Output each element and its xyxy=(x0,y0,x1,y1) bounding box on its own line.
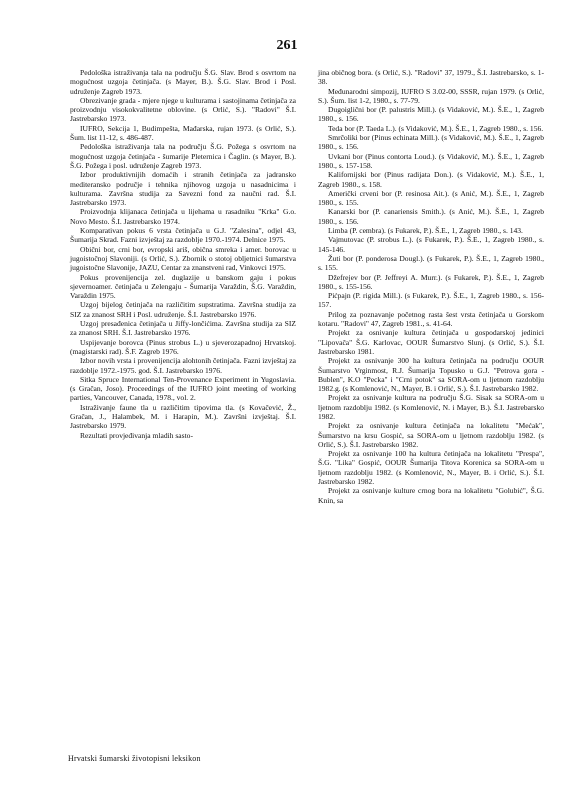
bibliography-entry: jina običnog bora. (s Orlić, S.). "Radovi" 37, 1979., Š.I. Jastrebarsko, s. 1-38. xyxy=(318,68,544,87)
bibliography-entry: Izbor novih vrsta i provenijencija alohtonih četinjača. Fazni izvještaj za razdoblje 1972.-1975. god. Š.I. Jastrebarsko 1976. xyxy=(70,356,296,375)
bibliography-entry: Pokus provenijencija zel. duglazije u banskom gaju i pokus sjevernoamer. četinjača u Zelengaju - Šumarija Varaždin, Š.G. Varaždin, Varaždin 1975. xyxy=(70,272,296,301)
bibliography-entry: Pedološka istraživanja tala na području Š.G. Požega s osvrtom na mogućnost uzgoja četinjača - šumarije Pleternica i Čaglin. (s Mayer, B.). Š.G. Požega i posl. udruženje Zagreb 1973. xyxy=(70,142,296,170)
bibliography-entry: Obični bor, crni bor, evropski ariš, obična smreka i amer. borovac u jugoistočnoj Slavoniji. (s Orlić, S.). Zbornik o stotoj obljetnici šumarstva jugoistočne Slavonije, JAZU, Centar za znanstveni rad, Vinkovci 1975. xyxy=(70,244,296,273)
bibliography-entry: Kanarski bor (P. canariensis Smith.). (s Anić, M.). Š.E., 1, Zagreb 1980., s. 156. xyxy=(318,207,544,226)
bibliography-entry: Sitka Spruce International Ten-Provenance Experiment in Yugoslavia. (s Gračan, Joso). Proceedings of the IUFRO joint meeting of working parties, Vancouver, Canada, 1978., vol. 2. xyxy=(70,374,296,403)
bibliography-entry: Uvkani bor (Pinus contorta Loud.). (s Vidaković, M.). Š.E., 1, Zagreb 1980., s. 157-158. xyxy=(318,151,544,170)
bibliography-entry: Projekt za osnivanje kultura četinjača u gospodarskoj jedinici "Lipovača" Š.G. Karlovac, OOUR Šumarstvo Slunj. (s Orlić, S.). Š.I. Jastrebarsko 1981. xyxy=(318,328,544,356)
bibliography-entry: Projekt za osnivanje kulture crnog bora na lokalitetu "Golubić", Š.G. Knin, sa xyxy=(318,486,544,505)
bibliography-entry: Rezultati provjeđivanja mladih sasto- xyxy=(80,430,193,440)
bibliography-entry: Uzgoj bijelog četinjača na različitim supstratima. Završna studija za SIZ za znanost SRH i Posl. udruženje. Š.I. Jastrebarsko 1976. xyxy=(70,300,296,319)
bibliography-entry: Džefrejev bor (P. Jeffreyi A. Murr.). (s Fukarek, P.). Š.E., 1, Zagreb 1980., s. 155-156. xyxy=(318,272,544,291)
bibliography-entry: Projekt za osnivanje 100 ha kultura četinjača na lokalitetu "Prespa", Š.G. "Lika" Gospić, OOUR Šumarija Titova Korenica sa SORA-om u ljetnom razdoblju 1982. (s Komlenović, N., Mayer, B. i Orlić, S.). Š.I. Jastrebarsko 1982. xyxy=(318,449,544,487)
bibliography-entry: Dugoiglični bor (P. palustris Mill.). (s Vidaković, M.). Š.E., 1, Zagreb 1980., s. 156. xyxy=(318,105,544,124)
bibliography-entry: Istraživanje faune tla u različitim tipovima tla. (s Kovačević, Ž., Gračan, J., Halambek, M. i Harapin, M.). Završni izvještaj. Š.I. Jastrebarsko 1979. xyxy=(70,402,296,431)
left-column xyxy=(70,68,296,440)
bibliography-entry: Pićpajn (P. rigida Mill.). (s Fukarek, P.). Š.E., 1, Zagreb 1980., s. 156-157. xyxy=(318,291,544,310)
bibliography-entry: Izbor produktivnijih domaćih i stranih četinjača za jadransko mediteransko područje i tehnika njihovog uzgoja u nasadnicima i kulturama. Završna studija za Savezni fond za naučni rad. Š.I. Jastrebarsko 1973. xyxy=(70,170,296,208)
bibliography-entry: Pedološka istraživanja tala na području Š.G. Slav. Brod s osvrtom na mogućnost uzgoja četinjača. (s Mayer, B.). Š.G. Slav. Brod i Posl. udruženje Zagreb 1973. xyxy=(70,68,296,96)
bibliography-entry: Vajmutovac (P. strobus L.). (s Fukarek, P.). Š.E., 1, Zagreb 1980., s. 145-146. xyxy=(318,235,544,254)
bibliography-entry: Proizvodnja klijanaca četinjača u lijehama u rasadniku "Krka" G.o. Novo Mesto. Š.I. Jastrebarsko 1974. xyxy=(70,207,296,226)
bibliography-entry: Američki crveni bor (P. resinosa Ait.). (s Anić, M.). Š.E., 1, Zagreb 1980., s. 155. xyxy=(318,188,544,208)
bibliography-entry: IUFRO, Sekcija 1, Budimpešta, Mađarska, rujan 1973. (s Orlić, S.). Šum. list 11-12, s. 486-487. xyxy=(70,123,296,143)
bibliography-entry: Međunarodni simpozij, IUFRO S 3.02-00, SSSR, rujan 1979. (s Orlić, S.). Šum. list 1-2, 1980., s. 77-79. xyxy=(318,86,544,105)
page-number: 261 xyxy=(276,38,298,53)
bibliography-entry: Žuti bor (P. ponderosa Dougl.). (s Fukarek, P.). Š.E., 1, Zagreb 1980., s. 155. xyxy=(318,253,544,273)
bibliography-entry: Komparativan pokus 6 vrsta četinjača u G.J. "Zalesina", odjel 43, Šumarija Skrad. Fazni izvještaj za razdoblje 1970.-1974. Delnice 1975. xyxy=(70,226,296,245)
bibliography-entry: Smrčoliki bor (Pinus echinata Mill.). (s Vidaković, M.). Š.E., 1, Zagreb 1980., s. 156. xyxy=(318,133,544,152)
bibliography-entry: Kalifornijski bor (Pinus radijata Don.). (s Vidaković, M.). Š.E., 1, Zagreb 1980., s. 158. xyxy=(318,170,544,189)
bibliography-entry: Projekt za osnivanje kultura na području Š.G. Sisak sa SORA-om u ljetnom razdoblju 1982. (s Komlenović, N. i Mayer, B.). Š.I. Jastrebarsko 1982. xyxy=(318,393,544,421)
bibliography-entry: Projekt za osnivanje kultura četinjača na lokalitetu "Mećak", Šumarstvo na krsu Gospić, sa SORA-om u ljetnom razdoblju 1982. (s Orlić, S.). Š.I. Jastrebarsko 1982. xyxy=(318,421,544,449)
bibliography-entry: Projekt za osnivanje 300 ha kultura četinjača na području OOUR Šumarstvo Vrginmost, R.J. Šumarija Topusko u G.J. "Petrova gora - Bublen", K.O "Pecka" i "Crni potok" sa SORA-om u ljetnom razdoblju 1982.g. (s Komlenović, N., Mayer, B. i Orlić, S.). Š.I. Jastrebarsko 1982. xyxy=(318,356,544,394)
bibliography-entry: Limba (P. cembra). (s Fukarek, P.). Š.E., 1, Zagreb 1980., s. 143. xyxy=(328,226,523,236)
bibliography-entry: Uspijevanje borovca (Pinus strobus L.) u sjeverozapadnoj Hrvatskoj. (magistarski rad). Š.F. Zagreb 1976. xyxy=(70,337,296,356)
bibliography-entry: Obrezivanje grada - mjere njege u kulturama i sastojinama četinjača za proizvodnju visokokvalitetne oblovine. (s Orlić, S.). "Radovi" Š.I. Jastrebarsko 1973. xyxy=(70,95,296,124)
right-column xyxy=(318,68,544,505)
bibliography-entry: Prilog za poznavanje početnog rasta šest vrsta četinjača u Gorskom kotaru. "Radovi" 47, Zagreb 1981., s. 41-64. xyxy=(318,309,544,329)
footer: Hrvatski šumarski životopisni leksikon xyxy=(68,754,201,763)
bibliography-entry: Teda bor (P. Taeda L.). (s Vidaković, M.). Š.E., 1, Zagreb 1980., s. 156. xyxy=(328,123,544,133)
bibliography-entry: Uzgoj presađenica četinjača u Jiffy-lončićima. Završna studija za SIZ za znanost SRH. Š.I. Jastrebarsko 1976. xyxy=(70,319,296,338)
